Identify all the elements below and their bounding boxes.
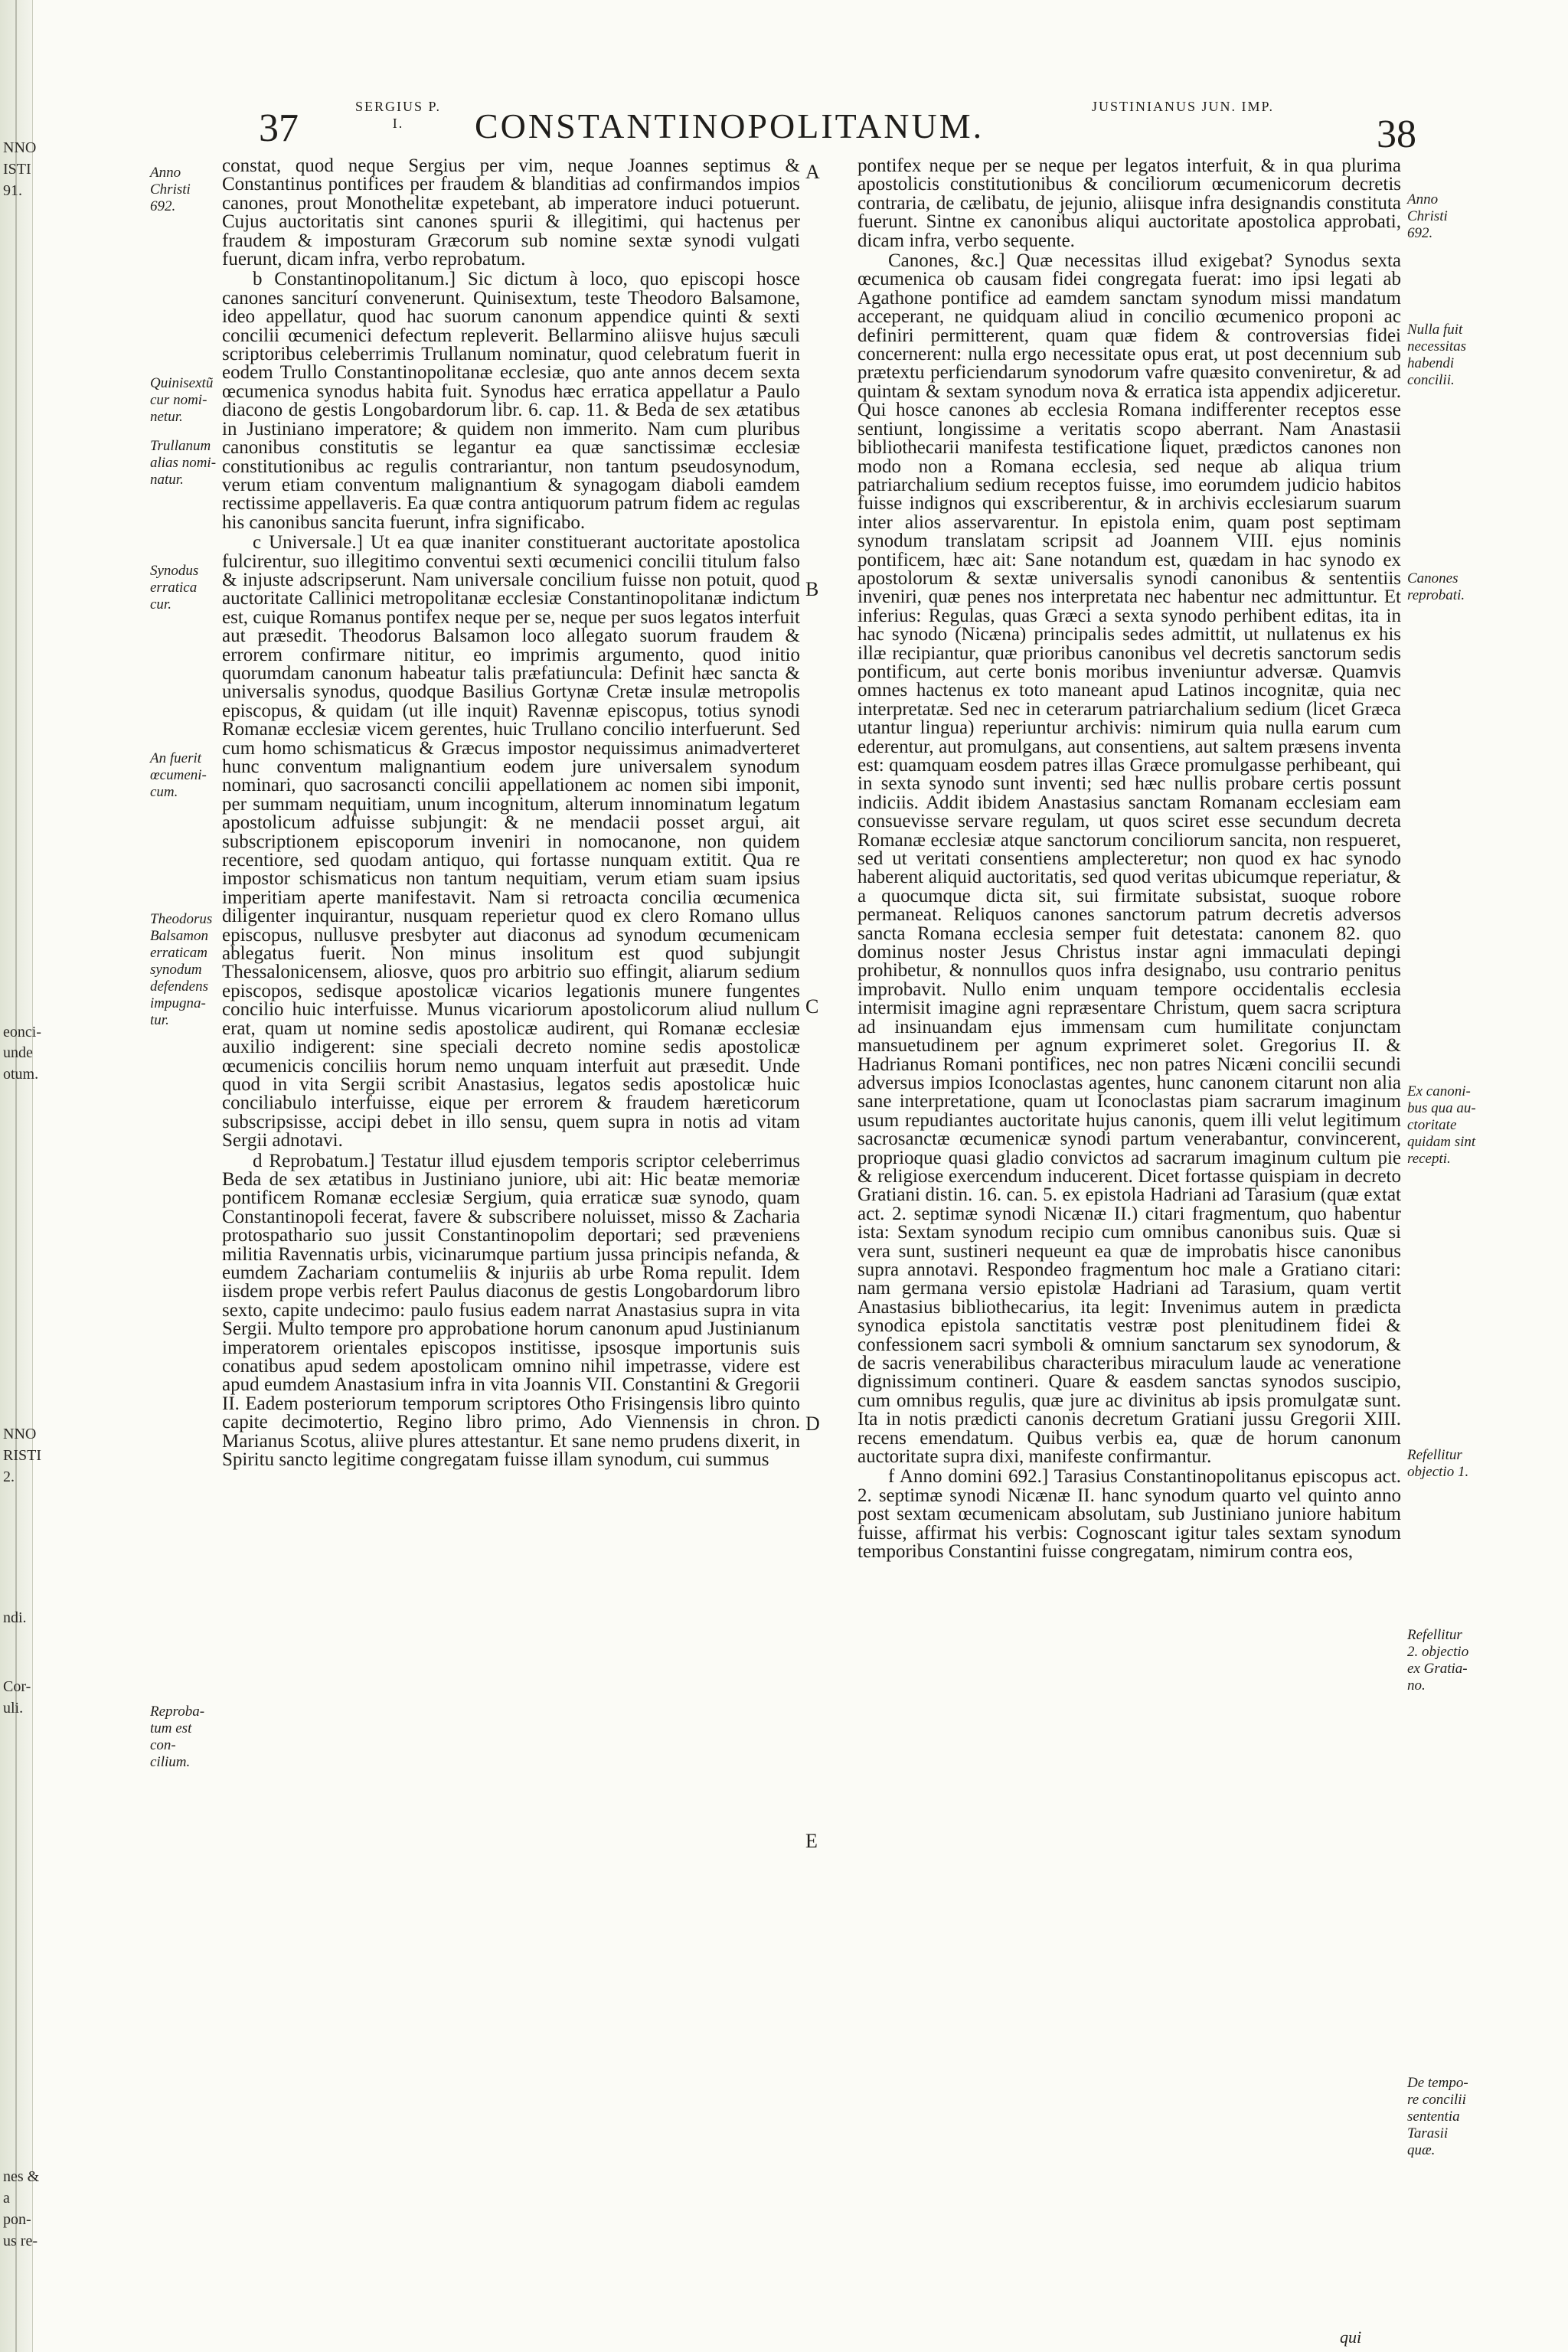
margin-note-line: cur nomi- xyxy=(150,392,207,408)
margin-note-line: 692. xyxy=(150,198,176,214)
margin-note-reprobatum xyxy=(150,1704,219,1771)
margin-note-line: cilium. xyxy=(150,1754,191,1770)
margin-note-line: defendens xyxy=(150,978,208,995)
margin-note-line: ctoritate xyxy=(1407,1117,1457,1133)
margin-note-line: 2. objectio xyxy=(1407,1644,1469,1660)
previous-page-fragment: RISTI xyxy=(3,1447,41,1464)
left-header-small: SERGIUS P. I. xyxy=(354,99,442,131)
margin-note-line: netur. xyxy=(150,409,183,425)
previous-page-fragment: a xyxy=(3,2190,10,2207)
margin-note-line: Anno xyxy=(150,165,181,181)
right-header-small: JUSTINIANUS JUN. IMP. xyxy=(1091,99,1275,114)
margin-note-line: 692. xyxy=(1407,225,1433,241)
margin-note-line: Trullanum xyxy=(150,438,211,454)
previous-page-fragment: otum. xyxy=(3,1066,39,1083)
margin-note-line: De tempo- xyxy=(1407,2075,1468,2091)
margin-note-line: Anno xyxy=(1407,191,1439,207)
margin-note-line: quidam sint xyxy=(1407,1134,1476,1150)
margin-note-line: Theodorus xyxy=(150,911,213,927)
previous-page-edge xyxy=(0,0,33,2352)
paragraph: pontifex neque per se neque per legatos interfuit, & in qua plurima apostolicis constitutionibus & conciliorum œcumenicorum decretis contraria, de cælibatu, de jejunio, aliisque infra designandis constituta fuerunt. Sintne ex canonibus aliqui auctoritate apostolica approbati, dicam infra, verbo sequente. xyxy=(858,155,1401,251)
margin-note-refellitur-1 xyxy=(1407,1447,1490,1481)
margin-note-line: Refellitur xyxy=(1407,1627,1462,1643)
section-letter: C xyxy=(805,995,819,1018)
page-title: CONSTANTINOPOLITANUM. xyxy=(475,106,985,145)
margin-note-line: alias nomi- xyxy=(150,455,217,471)
margin-note-line: natur. xyxy=(150,472,184,488)
previous-page-fragment: ISTI xyxy=(3,161,31,178)
margin-note-line: erratica xyxy=(150,580,198,596)
margin-note-line: Refellitur xyxy=(1407,1447,1462,1463)
previous-page-fragment: NNO xyxy=(3,139,37,156)
margin-note-canones-reprobati xyxy=(1407,570,1490,604)
previous-page-fragment: nes & xyxy=(3,2168,40,2185)
margin-note-refellitur-2 xyxy=(1407,1627,1490,1694)
previous-page-fragment: NNO xyxy=(3,1426,37,1442)
margin-note-line: necessitas xyxy=(1407,338,1467,354)
margin-note-line: Ex canoni- xyxy=(1407,1083,1471,1099)
margin-note-line: Reproba- xyxy=(150,1704,205,1720)
margin-note-line: Synodus xyxy=(150,563,199,579)
section-letter: D xyxy=(805,1413,820,1435)
margin-note-nulla-fuit xyxy=(1407,322,1490,389)
right-column xyxy=(858,157,1401,1563)
margin-note-theodorus xyxy=(150,911,219,1029)
margin-note-line: habendi xyxy=(1407,355,1455,371)
previous-page-fragment: pon- xyxy=(3,2211,31,2228)
margin-note-line: objectio 1. xyxy=(1407,1464,1469,1480)
margin-note-line: tum est con- xyxy=(150,1720,192,1753)
margin-note-line: re concilii xyxy=(1407,2092,1466,2108)
margin-note-line: no. xyxy=(1407,1677,1426,1694)
margin-note-line: Quinisextũ xyxy=(150,375,214,391)
margin-note-line: œcumeni- xyxy=(150,767,207,783)
running-head xyxy=(176,98,1416,159)
previous-page-fragment: unde xyxy=(3,1044,33,1061)
section-letter: E xyxy=(805,1830,818,1852)
margin-note-line: ex Gratia- xyxy=(1407,1661,1468,1677)
margin-note-line: recepti. xyxy=(1407,1151,1451,1167)
margin-note-line: bus qua au- xyxy=(1407,1100,1476,1116)
margin-note-line: erraticam xyxy=(150,945,207,961)
margin-note-line: synodum xyxy=(150,962,202,978)
margin-note-synodus-erratica xyxy=(150,563,219,613)
catchword: qui xyxy=(1340,2328,1362,2347)
paragraph: f Anno domini 692.] Tarasius Constantinopolitanus episcopus act. 2. septimæ synodi Nicænæ II. hanc synodum quarto vel quinto anno post sextam œcumenicam absolutam, sub Justiniano juniore habitum fuisse, affirmat his verbis: Cognoscant igitur tales sextam synodum temporibus Constantini fuisse congregatam, nimirum contra eos, xyxy=(858,1466,1401,1563)
margin-note-de-tempore xyxy=(1407,2075,1490,2159)
paragraph: constat, quod neque Sergius per vim, neque Joannes septimus & Constantinus pontifices per fraudem & blanditias ad confirmandos impios canones, prout Monothelitæ expetebant, ab imperatore induci potuerunt. Cujus auctoritatis sint canones spurii & illegitimi, qui hactenus per fraudem & imposturam Græcorum sub nomine sextæ synodi vulgati fuerunt, dicam infra, verbo reprobatum. xyxy=(222,155,800,270)
margin-note-trullanum xyxy=(150,438,219,488)
previous-page-fragment: us re- xyxy=(3,2233,38,2249)
margin-note-line: An fuerit xyxy=(150,750,202,766)
margin-note-anno xyxy=(1407,191,1490,242)
margin-note-line: cur. xyxy=(150,596,172,612)
paragraph: b Constantinopolitanum.] Sic dictum à loco, quo episcopi hosce canones sanciturí convenerunt. Quinisextum, teste Theodoro Balsamone, ideo appellatur, quod hac suorum canonum appendice quinti & sexti concilii œcumenici defectum repleverit. Bellarmino aliisve hujus sæculi scriptoribus celeberrimis Trullanum nominatur, quod celebratum fuerit in eodem Trullo Constantinopolitanæ ecclesiæ, quo ante annos decem sexta œcumenica synodus habita fuit. Synodus hæc erratica appellatur a Paulo diacono de gestis Longobardorum libr. 6. cap. 11. & Beda de sex ætatibus in Justiniano imperatore; & quidem non immerito. Nam cum pluribus canonibus constitutis se legantur ea quæ sanctissimæ ecclesiæ constitutionibus ac regulis contrariantur, non tantum pseudosynodum, verum etiam conventum malignantium & synagogam diaboli eamdem rectissime appellaveris. Ea quæ contra antiquorum patrum fidem ac regulas his canonibus sancita fuerunt, infra significabo. xyxy=(222,269,800,533)
margin-note-line: cum. xyxy=(150,784,178,800)
margin-note-line: concilii. xyxy=(1407,372,1455,388)
margin-note-line: reprobati. xyxy=(1407,587,1465,603)
margin-note-line: Nulla fuit xyxy=(1407,322,1463,338)
margin-note-quinisextum xyxy=(150,375,219,426)
margin-note-line: sententia xyxy=(1407,2109,1460,2125)
left-page-number: 37 xyxy=(259,106,299,150)
margin-note-line: Balsamon xyxy=(150,928,208,944)
paragraph: d Reprobatum.] Testatur illud ejusdem temporis scriptor celeberrimus Beda de sex ætatibus in Justiniano juniore, ubi ait: Hic beatæ memoriæ pontificem Romanæ ecclesiæ Sergium, quia erraticæ suæ synodo, quam Constantinopoli fecerat, favere & subscribere noluisset, misso & Zacharia protospathario suo jussit Constantinopolim deportari; sed præveniens militia Ravennatis urbis, vicinarumque partium jussa principis nefanda, & eumdem Zachariam contumeliis & injuriis ab urbe Roma repulit. Idem iisdem prope verbis refert Paulus diaconus de gestis Longobardorum libro sexto, capite undecimo: paulo fusius eadem narrat Anastasius supra in vita Sergii. Multo tempore pro approbatione horum canonum apud Justinianum imperatorem orientales episcopos institisse, ipsosque importunis suis conatibus apud sedem apostolicam omnino nihil impetrasse, videre est apud eumdem Anastasium infra in vita Joannis VII. Constantini & Gregorii II. Eadem posteriorum temporum scriptores Otho Frisingensis libro quinto capite decimotertio, Regino libro primo, Ado Viennensis in chron. Marianus Scotus, aliive plures attestantur. Et sane nemo prudens dixerit, in Spiritu sancto legitime congregatam fuisse illam synodum, cui summus xyxy=(222,1150,800,1471)
section-letter: A xyxy=(805,161,820,183)
margin-note-line: quæ. xyxy=(1407,2142,1436,2158)
left-column xyxy=(222,157,800,1471)
section-letter: B xyxy=(805,578,819,600)
margin-note-line: Canones xyxy=(1407,570,1459,586)
margin-note-line: tur. xyxy=(150,1012,169,1028)
page-edge-line xyxy=(15,0,17,2352)
previous-page-fragment: 91. xyxy=(3,182,22,199)
paragraph: c Universale.] Ut ea quæ inaniter constituerant auctoritate apostolica fulcirentur, suo illegitimo conventui sexti œcumenici concilii titulum falso & injuste adscripserunt. Nam universale concilium fuisse non potuit, quod auctoritate Callinici metropolitanæ ecclesiæ Constantinopolitanæ indictum est, cuique Romanus pontifex neque per se, neque per suos legatos interfuit aut præsedit. Theodorus Balsamon loco allegato suorum fraudem & errorem confirmare nititur, eo imprimis argumento, quod initio quorumdam canonum habeatur talis præfatiuncula: Definit hæc sancta & universalis synodus, quodque Basilius Gortynæ Cretæ insulæ metropolis episcopus, & quidam (ut ille inquit) Ravennæ episcopus, totius synodi Romanæ ecclesiæ vicem gerentes, huic Trullano concilio interfuerunt. Sed cum homo schismaticus & Græcus impostor nequissimus animadverteret hunc conventum malignantium eodem jure universalem synodum nominari, quo sacrosancti concilii appellationem ac nomen sibi imponit, per summam nequitiam, unum incognitum, alterum innominatum legatum apostolicum adfuisse subjungit: & ne mendacii posset argui, ait subscriptionem episcoporum inveniri in nomocanone, non quidem recentiore, sed quodam antiquo, qui fortasse nunquam extitit. Qua re impostor schismaticus non tantum nequitiam, verum etiam suam ipsius imperitiam aperte manifestavit. Nam si retroacta concilia œcumenica diligenter inquirantur, nusquam reperietur quod ex clero Romano ullus episcopus, nullusve presbyter aut diaconus ad synodum œcumenicam ablegatus fuerit. Non minus insolitum est quod subjungit Thessalonicensem, aliosve, quos pro arbitrio suo effingit, aliarum sedium episcopos, sedisque apostolicæ vicarios legationis munere fungentes concilio huic interfuisse. Munus vicariorum apostolicorum aliud nullum erat, quam ut nomine sedis apostolicæ audirent, qui Romanæ ecclesiæ auxilio indigerent: sine speciali decreto nomine sedis apostolicæ œcumenicis conciliis horum nemo unquam interfuit aut præsedit. Unde quod in vita Sergii scribit Anastasius, legatos sedis apostolicæ huic conciliabulo interfuisse, eique per errorem & fraudem hæreticorum subscripsisse, accipi debet in illo sensu, quem supra in notis ad vitam Sergii adnotavi. xyxy=(222,532,800,1152)
margin-note-line: Tarasii xyxy=(1407,2125,1449,2141)
previous-page-fragment: 2. xyxy=(3,1468,15,1485)
margin-note-line: Christi xyxy=(150,181,191,198)
margin-note-line: Christi xyxy=(1407,208,1448,224)
previous-page-fragment: Cor- xyxy=(3,1678,31,1695)
paragraph: Canones, &c.] Quæ necessitas illud exigebat? Synodus sexta œcumenica ob causam fidei congregata fuerat: imo ipsi legati ab Agathone pontifice ad eamdem sanctam synodum missi mandatum acceperant, ne quidquam aliud in concilio œcumenico proponi ac definiri permitterent, quam quæ fidem & controversias fidei concernerent: nulla ergo necessitate opus erat, ut post decennium sub prætextu perficiendarum synodorum vafre quæsito conveniretur, & ad quintam & sextam synodum nova & erratica ista appendix adjiceretur. Qui hosce canones ab ecclesia Romana indifferenter receptos esse sentiunt, longissime a veritatis scopo aberrant. Nam Anastasii bibliothecarii manifesta testificatione liquet, prædictos canones non modo non a Romana ecclesia, sed neque ab aliqua trium patriarchalium sedium receptos fuisse, imo eorumdem judicio habitos fuisse indignos qui exscriberentur, & in archivis ecclesiarum suarum inter alios asservarentur. In epistola enim, quam post septimam synodum translatam scripsit ad Joannem VIII. ejus nominis pontificem, hæc ait: Sane notandum est, quædam in hac synodo ex apostolorum & sextæ universalis synodi canonibus & sententiis inveniri, quæ penes nos interpretata nec habentur nec admittuntur. Et inferius: Regulas, quas Græci a sexta synodo perhibent editas, ita in hac synodo (Nicæna) principalis sedes admittit, ut nullatenus ex his illæ recipiantur, quæ prioribus canonibus vel decretis sanctorum sedis pontificum, aut certe bonis moribus inveniuntur adversæ. Quamvis omnes hactenus ex toto maneant apud Latinos incognitæ, quia nec interpretatæ. Sed nec in ceterarum patriarchalium sedium (licet Græca utantur lingua) reperiuntur archivis: nimirum quia nulla earum cum ederentur, aut promulgans, aut consentiens, aut saltem præsens inventa est: quamquam eosdem patres illas Græce promulgasse perhibeant, qui in sexta synodo sunt inventi; sed hæc nullis probare certis possunt indiciis. Addit ibidem Anastasius sanctam Romanam ecclesiam eam consuevisse servare regulam, ut quos sciret esse secundum decreta Romanæ ecclesiæ atque sanctorum conciliorum sancita, non respueret, sed ut veritati consentiens amplecteretur; non quod ex hac synodo haberent aliquid auctoritatis, sed quod veritas ubicumque reperiatur, & a quocumque dicta sit, sui firmitate subsistat, suoque robore permaneat. Reliquos canones sanctorum patrum decretis adversos sancta Romana ecclesia semper fuit detestata: canonem 82. quo dominus noster Jesus Christus instar agni immaculati depingi prohibetur, & nonnullos quos infra designabo, usu contrario penitus improbavit. Nullo enim unquam tempore occidentalis ecclesia intermisit imagine agni repræsentare Christum, quem sacra scriptura ad insinuandam ejus immensam cum humilitate conjunctam mansuetudinem per agnum exprimeret solet. Gregorius II. & Hadrianus Romani pontifices, nec non patres Nicæni concilii secundi adversus impios Iconoclastas agentes, hunc canonem citarunt non alia sane interpretatione, quam ut Iconoclastas piam sacrarum imaginum usum repudiantes auctoritate hujus canonis, quem illi velut legitimum sacrosanctæ œcumenicæ synodi partum venerabantur, convincerent, proprioque quasi gladio convictos ad sacrarum imaginum cultum pie & religiose exercendum inducerent. Dicet fortasse quispiam in decreto Gratiani distin. 16. can. 5. ex epistola Hadriani ad Tarasium (quæ extat act. 2. septimæ synodi Nicænæ II.) citari fragmentum, quo habentur ista: Sextam synodum recipio cum omnibus canonibus suis. Quæ si vera sunt, sustineri nequeunt ea quæ de improbatis hisce canonibus supra annotavi. Respondeo fragmentum hoc male a Gratiano citari: nam germana versio epistolæ Hadriani ad Tarasium, quam vertit Anastasius bibliothecarius, ita legit: Invenimus autem in prædicta synodica epistola sanctitatis vestræ post plenitudinem fidei & confessionem sacri symboli & omnium sanctarum sex synodorum, & de sacris venerabilibus characteribus miraculum laude ac veneratione dignissimum contineri. Quare & easdem sanctas synodos suscipio, cum omnibus regulis, quæ jure ac divinitus ab ipsis promulgatæ sunt. Ita in notis prædicti canonis decretum Gratiani jussu Gregorii XIII. recens emendatum. Quibus verbis ea, quæ de horum canonum auctoritate supra dixi, manifeste confirmantur. xyxy=(858,250,1401,1468)
margin-note-anno xyxy=(150,165,219,215)
previous-page-fragment: eonci- xyxy=(3,1024,41,1040)
right-page-number: 38 xyxy=(1377,113,1416,156)
previous-page-fragment: uli. xyxy=(3,1700,24,1717)
margin-note-line: impugna- xyxy=(150,995,206,1011)
margin-note-an-fuerit xyxy=(150,750,219,801)
margin-note-ex-canonibus xyxy=(1407,1083,1490,1168)
previous-page-fragment: ndi. xyxy=(3,1609,27,1626)
